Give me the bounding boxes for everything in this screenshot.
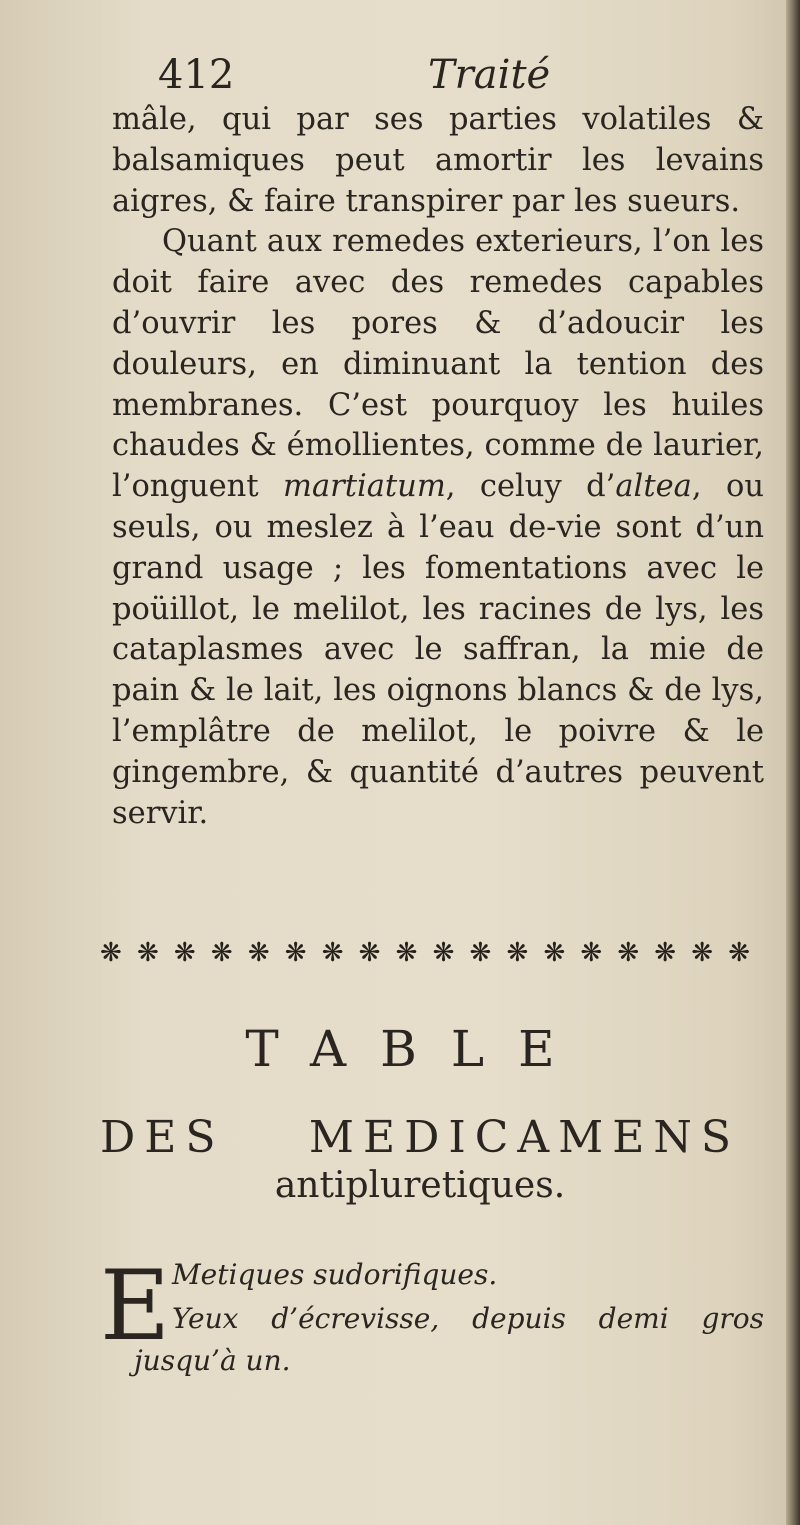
paragraph-2-text-a: Quant aux remedes exterieurs, l’on les doit faire avec des remedes capables d’ouvrir les pores & d’adoucir les douleurs, en diminuant la tention des membranes. C’est pourquoy les huiles chaudes & émollientes, comme de laurier, l’onguent: [112, 224, 764, 505]
table-subtitle: [100, 1112, 740, 1163]
fleuron-ornament-icon: ❋: [358, 938, 381, 968]
table-title: TABLE: [245, 1020, 589, 1078]
table-subtitle-line2: antipluretiques.: [274, 1165, 566, 1206]
page-number: 412: [158, 52, 235, 98]
fleuron-ornament-icon: ❋: [617, 938, 640, 968]
fleuron-ornament-icon: ❋: [284, 938, 307, 968]
table-subtitle-word-des: DES: [100, 1112, 225, 1163]
fleuron-ornament-icon: ❋: [173, 938, 196, 968]
fleuron-ornament-icon: ❋: [580, 938, 603, 968]
latin-term-altea: altea: [615, 469, 692, 505]
fleuron-ornament-icon: ❋: [321, 938, 344, 968]
fleuron-ornament-icon: ❋: [654, 938, 677, 968]
paragraph-1-text: mâle, qui par ses parties volatiles & balsamiques peut amortir les levains aigres, & faire transpirer par les sueurs.: [112, 102, 764, 219]
fleuron-ornament-icon: ❋: [100, 938, 122, 968]
fleuron-ornament-icon: ❋: [210, 938, 233, 968]
running-title: Traité: [428, 52, 551, 98]
fleuron-ornament-icon: ❋: [506, 938, 529, 968]
page-gutter: [786, 0, 800, 1525]
fleuron-ornament-icon: ❋: [543, 938, 566, 968]
paragraph-2-text-c: , ou seuls, ou meslez à l’eau de-vie sont d’un grand usage ; les fomentations avec le poüillot, le melilot, les racines de lys, les cataplasmes avec le saffran, la mie de pain & le lait, les oignons blancs & de lys, l’emplâtre de melilot, le poivre & le gingembre, & quantité d’autres peuvent servir.: [112, 469, 764, 831]
page-header: [158, 52, 680, 98]
fleuron-ornament-icon: ❋: [432, 938, 455, 968]
fleuron-ornament-icon: ❋: [691, 938, 714, 968]
fleuron-ornament-icon: ❋: [395, 938, 418, 968]
fleuron-ornament-icon: ❋: [469, 938, 492, 968]
ornament-divider: [100, 930, 750, 976]
latin-term-martiatum: martiatum: [283, 469, 446, 505]
paragraph-2: [112, 222, 764, 834]
fleuron-ornament-icon: ❋: [247, 938, 270, 968]
entry-heading: Metiques sudorifiques.: [172, 1258, 498, 1291]
table-subtitle-word-medicamens: MEDICAMENS: [308, 1112, 740, 1163]
fleuron-ornament-icon: ❋: [728, 938, 750, 968]
drop-cap: E: [100, 1250, 171, 1362]
fleuron-ornament-icon: ❋: [136, 938, 159, 968]
entry-text: Yeux d’écrevisse, depuis demi gros jusqu’à un.: [134, 1302, 764, 1377]
body-text: [112, 100, 764, 834]
paragraph-2-text-b: , celuy d’: [445, 469, 616, 505]
paragraph-1: [112, 100, 764, 222]
